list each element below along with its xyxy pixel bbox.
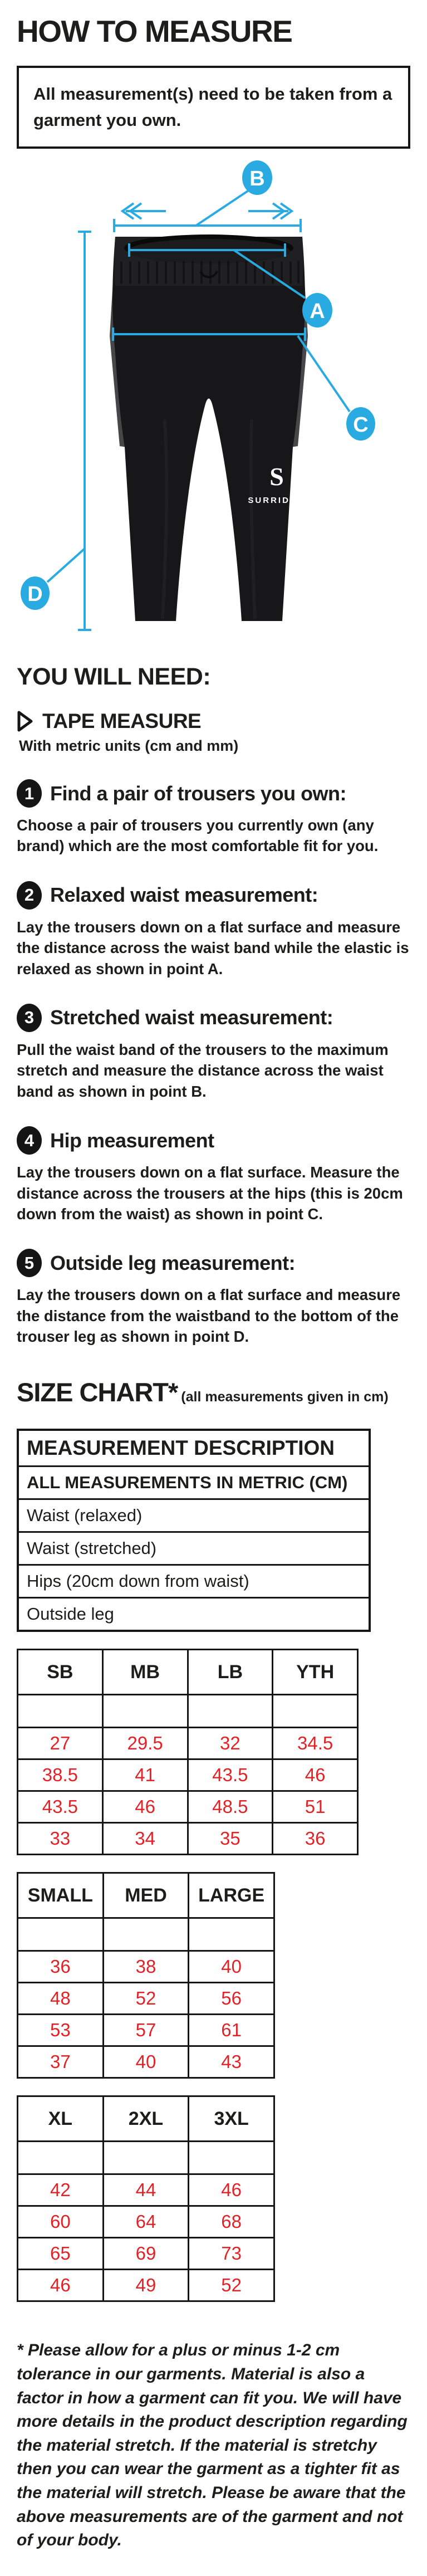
step-2	[17, 881, 410, 979]
line-to-c	[298, 336, 350, 412]
table-row	[18, 2238, 274, 2270]
measurement-table-subtitle: ALL MEASUREMENTS IN METRIC (CM)	[18, 1467, 370, 1499]
marker-b	[242, 160, 272, 195]
table-row	[18, 2270, 274, 2301]
measurement-row-label: Hips (20cm down from waist)	[18, 1565, 370, 1598]
step-number: 1	[17, 779, 42, 808]
size-column-header: MB	[102, 1650, 188, 1695]
size-table-xl	[17, 2095, 275, 2302]
surridge-monogram: S	[269, 462, 284, 491]
size-column-header: MED	[103, 1873, 189, 1918]
stretched-waist-line	[114, 219, 301, 232]
you-will-need-heading: YOU WILL NEED:	[17, 663, 211, 690]
step-number: 5	[17, 1249, 42, 1277]
size-cell: 32	[188, 1728, 273, 1759]
size-cell: 53	[18, 2015, 104, 2046]
trousers-illustration	[0, 152, 427, 642]
size-cell: 38	[103, 1951, 189, 1983]
table-row	[18, 2206, 274, 2238]
measurement-row-label: Waist (stretched)	[18, 1532, 370, 1565]
step-number: 2	[17, 881, 42, 910]
size-cell: 73	[189, 2238, 274, 2270]
size-cell: 64	[103, 2206, 189, 2238]
line-to-b	[196, 190, 249, 226]
size-cell: 57	[103, 2015, 189, 2046]
size-cell: 36	[273, 1823, 358, 1855]
svg-text:C: C	[353, 413, 369, 437]
size-cell: 49	[103, 2270, 189, 2301]
tape-measure-icon	[17, 711, 33, 732]
size-cell: 68	[189, 2206, 274, 2238]
size-cell: 34	[102, 1823, 188, 1855]
table-row	[18, 1823, 358, 1855]
table-row	[18, 1951, 274, 1983]
size-cell: 46	[189, 2174, 274, 2206]
step-body: Lay the trousers down on a flat surface and measure the distance from the waistband to the bottom of the trouser leg as shown in point D.	[17, 1286, 401, 1346]
outside-leg-line	[78, 232, 91, 630]
size-column-header: LARGE	[189, 1873, 274, 1918]
size-cell: 40	[103, 2046, 189, 2078]
size-cell: 46	[273, 1759, 358, 1791]
tolerance-disclaimer: * Please allow for a plus or minus 1-2 cm tolerance in our garments. Material is also a factor in how a garment can fit you. We will have more details in the product description regarding the material stretch. If the material is stretchy then you can wear the garment as a tighter fit as the material will stretch. Please be aware that the above measurements are of the garment and not of your body.	[17, 2341, 408, 2550]
marker-a	[302, 293, 332, 328]
size-cell: 52	[189, 2270, 274, 2301]
size-cell: 35	[188, 1823, 273, 1855]
table-row	[18, 2046, 274, 2078]
table-row	[18, 1983, 274, 2015]
size-table-junior	[17, 1649, 359, 1855]
measurement-row-label: Outside leg	[18, 1598, 370, 1631]
size-cell: 42	[18, 2174, 104, 2206]
table-row	[18, 1728, 358, 1759]
stretch-arrow-left	[122, 203, 166, 219]
size-column-header: 3XL	[189, 2096, 274, 2142]
table-row	[18, 1759, 358, 1791]
size-column-header: 2XL	[103, 2096, 189, 2142]
spacer-row	[18, 1695, 358, 1728]
size-cell: 46	[102, 1791, 188, 1823]
size-cell: 38.5	[18, 1759, 103, 1791]
size-column-header: SMALL	[18, 1873, 104, 1918]
step-title: Outside leg measurement:	[50, 1251, 296, 1274]
spacer-row	[18, 2142, 274, 2174]
size-column-header: XL	[18, 2096, 104, 2142]
tape-measure-label: TAPE MEASURE	[42, 710, 202, 732]
size-column-header: YTH	[273, 1650, 358, 1695]
size-cell: 48.5	[188, 1791, 273, 1823]
size-chart-note: (all measurements given in cm)	[181, 1389, 389, 1405]
table-row	[18, 2174, 274, 2206]
size-chart-heading	[17, 1377, 410, 1407]
measurement-description-table	[17, 1429, 371, 1632]
step-body: Lay the trousers down on a flat surface. Measure the distance across the trousers at the hips (this is 20cm down from the waist) as shown in point C.	[17, 1164, 403, 1223]
page-title: HOW TO MEASURE	[17, 14, 292, 48]
svg-text:D: D	[27, 583, 43, 606]
size-cell: 52	[103, 1983, 189, 2015]
size-cell: 44	[103, 2174, 189, 2206]
table-row	[18, 1791, 358, 1823]
size-cell: 43.5	[188, 1759, 273, 1791]
size-table-adult	[17, 1872, 275, 2079]
size-cell: 51	[273, 1791, 358, 1823]
size-column-header: LB	[188, 1650, 273, 1695]
size-cell: 43.5	[18, 1791, 103, 1823]
step-body: Choose a pair of trousers you currently own (any brand) which are the most comfortable fit for you.	[17, 817, 379, 855]
marker-c	[346, 407, 375, 441]
size-cell: 65	[18, 2238, 104, 2270]
step-number: 4	[17, 1126, 42, 1155]
line-to-d	[47, 549, 85, 582]
notice-text: All measurement(s) need to be taken from a garment you own.	[33, 84, 392, 130]
size-cell: 33	[18, 1823, 103, 1855]
step-title: Stretched waist measurement:	[50, 1006, 333, 1029]
step-4	[17, 1126, 410, 1224]
size-cell: 34.5	[273, 1728, 358, 1759]
size-cell: 60	[18, 2206, 104, 2238]
step-title: Hip measurement	[50, 1128, 214, 1152]
size-cell: 41	[102, 1759, 188, 1791]
size-cell: 29.5	[102, 1728, 188, 1759]
size-cell: 46	[18, 2270, 104, 2301]
step-5	[17, 1249, 410, 1347]
notice-box	[17, 66, 410, 149]
step-1	[17, 779, 410, 857]
step-3	[17, 1004, 410, 1102]
measurement-row-label: Waist (relaxed)	[18, 1499, 370, 1532]
step-title: Relaxed waist measurement:	[50, 883, 318, 907]
measurement-table-title: MEASUREMENT DESCRIPTION	[18, 1430, 370, 1467]
marker-d	[21, 576, 50, 610]
table-row	[18, 2015, 274, 2046]
size-cell: 40	[189, 1951, 274, 1983]
spacer-row	[18, 1918, 274, 1951]
size-cell: 56	[189, 1983, 274, 2015]
measure-diagram	[0, 152, 427, 642]
size-cell: 27	[18, 1728, 103, 1759]
tape-measure-note: With metric units (cm and mm)	[19, 737, 239, 754]
size-cell: 48	[18, 1983, 104, 2015]
step-title: Find a pair of trousers you own:	[50, 781, 347, 805]
svg-text:B: B	[249, 167, 265, 190]
step-body: Pull the waist band of the trousers to the maximum stretch and measure the distance across the waist band as shown in point B.	[17, 1040, 389, 1100]
step-number: 3	[17, 1004, 42, 1032]
stretch-arrow-right	[248, 203, 292, 219]
size-cell: 69	[103, 2238, 189, 2270]
size-cell: 43	[189, 2046, 274, 2078]
size-chart-title: SIZE CHART*	[17, 1377, 178, 1407]
step-body: Lay the trousers down on a flat surface and measure the distance across the waist band while the elastic is relaxed as shown in point A.	[17, 918, 409, 977]
size-cell: 37	[18, 2046, 104, 2078]
size-cell: 61	[189, 2015, 274, 2046]
trousers-shape	[110, 234, 308, 621]
size-cell: 36	[18, 1951, 104, 1983]
size-column-header: SB	[18, 1650, 103, 1695]
tape-measure-item	[17, 710, 410, 733]
surridge-wordmark: SURRIDGE	[248, 496, 306, 505]
svg-text:A: A	[310, 300, 325, 323]
